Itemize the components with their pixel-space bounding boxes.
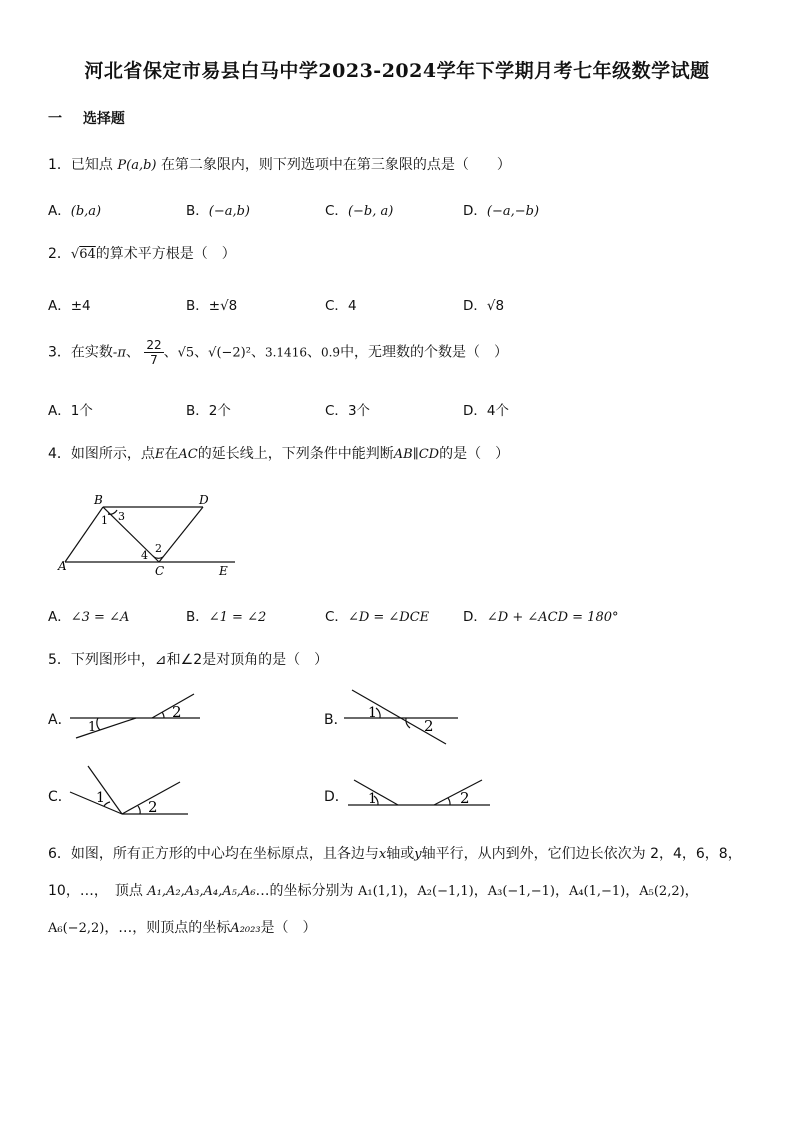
option-letter: A． — [48, 403, 71, 419]
math-item: √(−2)² — [208, 345, 251, 361]
option-letter: D． — [463, 609, 487, 625]
question-number: 4． — [48, 446, 71, 462]
math-item: 3.1416 — [264, 345, 307, 360]
option-c[interactable] — [325, 399, 370, 419]
option-c[interactable] — [325, 199, 393, 219]
option-text: ∠D + ∠ACD = 180° — [486, 610, 619, 625]
question-text: 的算术平方根是（ ） — [95, 246, 236, 262]
math-fraction: $\frac{22}{7}$ — [146, 338, 162, 367]
math-item: 0.9̇ — [320, 345, 341, 360]
option-text: ±√8 — [208, 298, 238, 314]
question-3: 3．在实数-π、 $\frac{22}{7}$ 、√5、√(−2)²、3.1416、0.9̇中，无理数的个数是（ ） — [48, 338, 509, 367]
question-6 — [48, 836, 753, 947]
question-6-line-1: 6．如图，所有正方形的中心均在坐标原点，且各边与x轴或y轴平行，从内到外，它们边长依次为 2，4，6，8， — [48, 846, 742, 862]
option-b[interactable] — [186, 199, 250, 219]
option-d[interactable] — [463, 399, 509, 419]
question-number: 1． — [48, 157, 71, 173]
q5-figure-b — [342, 688, 462, 748]
option-a[interactable] — [48, 294, 91, 314]
svg-text:1: 1 — [88, 720, 97, 735]
svg-text:2: 2 — [424, 717, 434, 735]
angle-label-3: 3 — [118, 510, 125, 523]
line-ab — [65, 507, 103, 562]
line-bc — [103, 507, 159, 562]
section-label: 选择题 — [82, 111, 125, 127]
option-text: (−b, a) — [347, 204, 394, 219]
option-c[interactable] — [325, 294, 357, 314]
svg-text:2: 2 — [148, 798, 158, 816]
option-letter: A． — [48, 203, 71, 219]
question-6-line-2: 10，…， 顶点 A₁,A₂,A₃,A₄,A₅,A₆…的坐标分别为 A₁(1,1)，A₂(−1,1)，A₃(−1,−1)，A₄(1,−1)，A₅(2,2)， — [48, 883, 699, 899]
label-e: E — [219, 564, 228, 578]
q4-figure — [55, 492, 245, 578]
option-d[interactable] — [463, 294, 504, 314]
question-text: 在实数 — [70, 344, 113, 361]
option-letter: B． — [186, 609, 209, 625]
q5-figure-a — [68, 690, 208, 740]
q5-figure-d — [346, 776, 496, 810]
line-dc — [159, 507, 203, 562]
section-number: 一 — [48, 111, 62, 127]
q3-options — [48, 399, 748, 419]
angle-label-2: 2 — [155, 542, 162, 555]
question-5 — [48, 649, 328, 669]
option-text: ∠3 = ∠A — [70, 610, 130, 625]
option-text: 4个 — [486, 403, 509, 419]
question-text: 已知点 — [70, 157, 113, 173]
option-d[interactable] — [463, 199, 539, 219]
option-letter: B． — [186, 403, 209, 419]
math-item: √5 — [177, 345, 195, 361]
math-item: -π — [112, 345, 126, 361]
option-letter: A． — [48, 609, 71, 625]
option-text: √8 — [486, 298, 505, 314]
option-b[interactable] — [186, 605, 266, 625]
option-letter: D． — [463, 403, 487, 419]
option-text: 3个 — [347, 403, 371, 419]
option-letter: C． — [325, 609, 348, 625]
option-text: ∠D = ∠DCE — [347, 610, 430, 625]
option-text: 2个 — [208, 403, 231, 419]
option-d[interactable] — [463, 605, 619, 625]
svg-text:1: 1 — [368, 705, 377, 721]
q2-options — [48, 294, 748, 314]
svg-text:2: 2 — [460, 789, 470, 807]
option-text: (−a,−b) — [486, 204, 540, 219]
question-number: 6． — [48, 846, 71, 862]
option-text: 4 — [347, 298, 357, 314]
question-text: 在第二象限内，则下列选项中在第三象限的点是（ ） — [160, 157, 511, 173]
option-text: ±4 — [70, 298, 91, 314]
question-text: 如图所示，点 — [70, 446, 155, 462]
option-a[interactable] — [48, 605, 129, 625]
question-4: 4．如图所示，点E在AC的延长线上，下列条件中能判断AB∥CD的是（ ） — [48, 446, 510, 462]
option-letter: B． — [186, 298, 209, 314]
label-a: A — [58, 559, 67, 573]
svg-text:1: 1 — [96, 790, 105, 806]
math-point: P(a,b) — [117, 158, 157, 173]
question-number: 5． — [48, 652, 71, 668]
q4-options — [48, 605, 748, 625]
question-2 — [48, 243, 236, 263]
option-letter: B． — [186, 203, 209, 219]
option-letter: C． — [325, 403, 348, 419]
option-letter: A． — [48, 298, 71, 314]
option-letter: C． — [325, 203, 348, 219]
question-number: 3． — [48, 344, 71, 361]
q5-option-d-label[interactable]: D． — [324, 789, 349, 805]
option-text: 1个 — [70, 403, 93, 419]
label-d: D — [199, 493, 209, 507]
question-text: 下列图形中，⊿和∠2是对顶角的是（ ） — [70, 652, 329, 668]
option-c[interactable] — [325, 605, 429, 625]
label-b: B — [94, 493, 103, 507]
label-c: C — [155, 564, 165, 578]
q5-option-a-label[interactable]: A． — [48, 712, 72, 728]
svg-text:1: 1 — [368, 791, 377, 807]
q1-options — [48, 199, 748, 219]
option-a[interactable] — [48, 199, 101, 219]
math-sqrt: √64 — [70, 247, 96, 262]
option-letter: D． — [463, 298, 487, 314]
option-a[interactable] — [48, 399, 93, 419]
option-text: (b,a) — [70, 204, 102, 219]
option-letter: C． — [325, 298, 348, 314]
q5-option-b-label[interactable]: B． — [324, 712, 348, 728]
question-6-line-3: A₆(−2,2)，…，则顶点的坐标A₂₀₂₃是（ ） — [48, 920, 317, 936]
q5-figure-c — [68, 764, 198, 820]
question-number: 2． — [48, 246, 71, 262]
svg-text:2: 2 — [172, 703, 182, 721]
option-b[interactable] — [186, 294, 237, 314]
question-1 — [48, 154, 511, 174]
option-letter: D． — [463, 203, 487, 219]
angle-label-4: 4 — [141, 549, 148, 562]
section-heading — [48, 108, 125, 128]
page-title: 河北省保定市易县白马中学2023-2024学年下学期月考七年级数学试题 — [84, 60, 710, 82]
q5-option-c-label[interactable]: C． — [48, 789, 72, 805]
question-text: 中，无理数的个数是（ ） — [340, 344, 509, 361]
angle-label-1: 1 — [101, 514, 108, 527]
option-text: (−a,b) — [208, 204, 251, 219]
option-text: ∠1 = ∠2 — [208, 610, 267, 625]
option-b[interactable] — [186, 399, 231, 419]
